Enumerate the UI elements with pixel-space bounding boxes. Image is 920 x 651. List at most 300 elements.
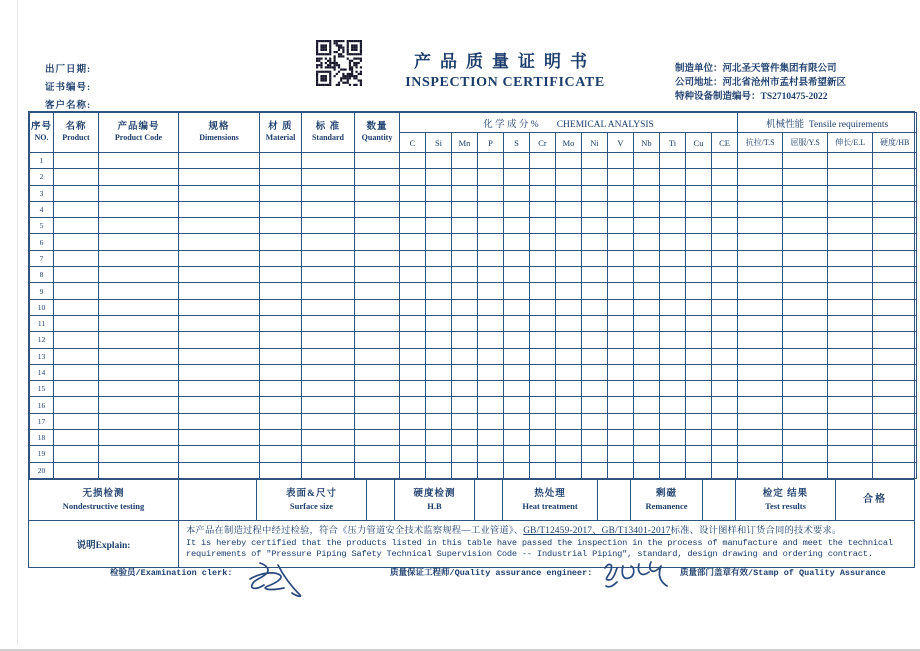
empty-cell bbox=[400, 462, 426, 478]
stamp-label: 质量部门盖章有效/Stamp of Quality Assurance bbox=[680, 568, 886, 578]
empty-cell bbox=[582, 332, 608, 348]
empty-cell bbox=[400, 201, 426, 217]
explain-line-en-2: requirements of "Pressure Piping Safety Technical Supervision Code -- Industrial Piping", standard, design drawing and ordering contract. bbox=[186, 549, 873, 560]
empty-cell bbox=[355, 462, 400, 478]
empty-cell bbox=[783, 169, 828, 185]
ndt-value bbox=[179, 480, 257, 520]
empty-cell bbox=[686, 185, 712, 201]
empty-cell bbox=[504, 283, 530, 299]
empty-cell bbox=[355, 153, 400, 169]
empty-cell bbox=[355, 299, 400, 315]
table-row bbox=[30, 169, 917, 185]
empty-cell bbox=[738, 364, 783, 380]
empty-cell bbox=[660, 332, 686, 348]
empty-cell bbox=[54, 446, 99, 462]
empty-cell bbox=[260, 250, 302, 266]
empty-cell bbox=[99, 348, 179, 364]
empty-cell bbox=[452, 185, 478, 201]
row-number-cell: 19 bbox=[30, 446, 54, 462]
empty-cell bbox=[355, 364, 400, 380]
empty-cell bbox=[504, 397, 530, 413]
empty-cell bbox=[179, 185, 260, 201]
empty-cell bbox=[783, 201, 828, 217]
empty-cell bbox=[783, 315, 828, 331]
empty-cell bbox=[582, 283, 608, 299]
empty-cell bbox=[452, 201, 478, 217]
empty-cell bbox=[478, 185, 504, 201]
empty-cell bbox=[54, 201, 99, 217]
empty-cell bbox=[738, 283, 783, 299]
empty-cell bbox=[873, 153, 917, 169]
empty-cell bbox=[783, 299, 828, 315]
empty-cell bbox=[478, 315, 504, 331]
empty-cell bbox=[355, 185, 400, 201]
empty-cell bbox=[608, 201, 634, 217]
empty-cell bbox=[556, 267, 582, 283]
empty-cell bbox=[660, 201, 686, 217]
empty-cell bbox=[179, 218, 260, 234]
empty-cell bbox=[660, 185, 686, 201]
empty-cell bbox=[873, 169, 917, 185]
empty-cell bbox=[452, 153, 478, 169]
empty-cell bbox=[738, 185, 783, 201]
empty-cell bbox=[582, 201, 608, 217]
empty-cell bbox=[426, 299, 452, 315]
empty-cell bbox=[504, 430, 530, 446]
empty-cell bbox=[828, 234, 873, 250]
empty-cell bbox=[452, 250, 478, 266]
empty-cell bbox=[400, 364, 426, 380]
empty-cell bbox=[712, 250, 738, 266]
empty-cell bbox=[828, 446, 873, 462]
empty-cell bbox=[873, 315, 917, 331]
empty-cell bbox=[608, 299, 634, 315]
empty-cell bbox=[504, 413, 530, 429]
empty-cell bbox=[660, 348, 686, 364]
row-number-cell: 6 bbox=[30, 234, 54, 250]
empty-cell bbox=[99, 462, 179, 478]
empty-cell bbox=[634, 364, 660, 380]
empty-cell bbox=[400, 446, 426, 462]
empty-cell bbox=[426, 462, 452, 478]
empty-cell bbox=[355, 218, 400, 234]
table-row bbox=[30, 397, 917, 413]
empty-cell bbox=[582, 430, 608, 446]
empty-cell bbox=[478, 169, 504, 185]
empty-cell bbox=[400, 332, 426, 348]
empty-cell bbox=[686, 315, 712, 331]
empty-cell bbox=[828, 315, 873, 331]
empty-cell bbox=[738, 315, 783, 331]
empty-cell bbox=[302, 283, 355, 299]
empty-cell bbox=[260, 153, 302, 169]
empty-cell bbox=[712, 234, 738, 250]
empty-cell bbox=[738, 332, 783, 348]
empty-cell bbox=[260, 462, 302, 478]
empty-cell bbox=[478, 218, 504, 234]
address-line: 公司地址：河北省沧州市孟村县希望新区 bbox=[675, 78, 847, 88]
qa-engineer-label: 质量保证工程师/Quality assurance engineer: bbox=[390, 568, 593, 578]
empty-cell bbox=[260, 185, 302, 201]
empty-cell bbox=[873, 430, 917, 446]
empty-cell bbox=[686, 430, 712, 446]
empty-cell bbox=[478, 462, 504, 478]
empty-cell bbox=[99, 332, 179, 348]
empty-cell bbox=[634, 153, 660, 169]
empty-cell bbox=[738, 381, 783, 397]
empty-cell bbox=[54, 315, 99, 331]
empty-cell bbox=[302, 267, 355, 283]
table-row bbox=[30, 299, 917, 315]
empty-cell bbox=[783, 153, 828, 169]
empty-cell bbox=[426, 267, 452, 283]
empty-cell bbox=[712, 218, 738, 234]
empty-cell bbox=[686, 381, 712, 397]
empty-cell bbox=[426, 234, 452, 250]
empty-cell bbox=[504, 201, 530, 217]
empty-cell bbox=[873, 397, 917, 413]
empty-cell bbox=[99, 283, 179, 299]
empty-cell bbox=[873, 348, 917, 364]
row-number-cell: 14 bbox=[30, 364, 54, 380]
empty-cell bbox=[355, 332, 400, 348]
empty-cell bbox=[179, 364, 260, 380]
empty-cell bbox=[99, 381, 179, 397]
empty-cell bbox=[608, 381, 634, 397]
remanence-value bbox=[703, 480, 736, 520]
table-row bbox=[30, 315, 917, 331]
empty-cell bbox=[260, 234, 302, 250]
empty-cell bbox=[400, 153, 426, 169]
empty-cell bbox=[828, 413, 873, 429]
empty-cell bbox=[608, 348, 634, 364]
empty-cell bbox=[582, 218, 608, 234]
element-header-nb: Nb bbox=[634, 133, 660, 153]
empty-cell bbox=[873, 218, 917, 234]
empty-cell bbox=[712, 283, 738, 299]
mech-header-el: 伸长/E.L bbox=[828, 133, 873, 153]
empty-cell bbox=[400, 185, 426, 201]
row-number-cell: 5 bbox=[30, 218, 54, 234]
element-header-mo: Mo bbox=[556, 133, 582, 153]
empty-cell bbox=[504, 250, 530, 266]
surface-size-label: 表面&尺寸 Surface size bbox=[257, 480, 367, 520]
empty-cell bbox=[634, 397, 660, 413]
empty-cell bbox=[634, 299, 660, 315]
empty-cell bbox=[686, 299, 712, 315]
empty-cell bbox=[738, 153, 783, 169]
empty-cell bbox=[608, 413, 634, 429]
empty-cell bbox=[355, 267, 400, 283]
empty-cell bbox=[302, 332, 355, 348]
empty-cell bbox=[504, 153, 530, 169]
empty-cell bbox=[452, 462, 478, 478]
element-header-c: C bbox=[400, 133, 426, 153]
test-results-label: 检定 结果 Test results bbox=[736, 480, 836, 520]
empty-cell bbox=[530, 299, 556, 315]
empty-cell bbox=[426, 250, 452, 266]
empty-cell bbox=[478, 267, 504, 283]
empty-cell bbox=[452, 267, 478, 283]
row-number-cell: 7 bbox=[30, 250, 54, 266]
empty-cell bbox=[712, 169, 738, 185]
empty-cell bbox=[582, 364, 608, 380]
empty-cell bbox=[54, 283, 99, 299]
empty-cell bbox=[478, 250, 504, 266]
empty-cell bbox=[712, 397, 738, 413]
empty-cell bbox=[660, 446, 686, 462]
empty-cell bbox=[712, 446, 738, 462]
empty-cell bbox=[783, 234, 828, 250]
empty-cell bbox=[738, 201, 783, 217]
empty-cell bbox=[660, 381, 686, 397]
empty-cell bbox=[556, 283, 582, 299]
empty-cell bbox=[452, 169, 478, 185]
row-number-cell: 2 bbox=[30, 169, 54, 185]
empty-cell bbox=[873, 446, 917, 462]
empty-cell bbox=[783, 462, 828, 478]
empty-cell bbox=[783, 185, 828, 201]
empty-cell bbox=[504, 332, 530, 348]
empty-cell bbox=[556, 185, 582, 201]
empty-cell bbox=[54, 397, 99, 413]
empty-cell bbox=[355, 430, 400, 446]
empty-cell bbox=[179, 315, 260, 331]
empty-cell bbox=[873, 250, 917, 266]
certificate-title-cn: 产品质量证明书 bbox=[414, 52, 596, 71]
empty-cell bbox=[556, 413, 582, 429]
empty-cell bbox=[660, 153, 686, 169]
empty-cell bbox=[873, 201, 917, 217]
empty-cell bbox=[738, 397, 783, 413]
empty-cell bbox=[54, 462, 99, 478]
empty-cell bbox=[355, 283, 400, 299]
empty-cell bbox=[783, 218, 828, 234]
empty-cell bbox=[260, 315, 302, 331]
empty-cell bbox=[302, 381, 355, 397]
empty-cell bbox=[260, 169, 302, 185]
empty-cell bbox=[355, 397, 400, 413]
empty-cell bbox=[179, 413, 260, 429]
empty-cell bbox=[478, 234, 504, 250]
empty-cell bbox=[828, 381, 873, 397]
empty-cell bbox=[608, 267, 634, 283]
empty-cell bbox=[660, 267, 686, 283]
element-header-mn: Mn bbox=[452, 133, 478, 153]
ndt-label: 无损检测 Nondestructive testing bbox=[29, 480, 179, 520]
empty-cell bbox=[426, 153, 452, 169]
empty-cell bbox=[478, 413, 504, 429]
empty-cell bbox=[828, 462, 873, 478]
col-header-quantity: 数量 Quantity bbox=[355, 113, 400, 153]
examiner-label: 检验员/Examination clerk: bbox=[110, 568, 233, 578]
empty-cell bbox=[99, 315, 179, 331]
empty-cell bbox=[179, 250, 260, 266]
empty-cell bbox=[426, 413, 452, 429]
empty-cell bbox=[828, 430, 873, 446]
empty-cell bbox=[608, 234, 634, 250]
empty-cell bbox=[873, 364, 917, 380]
empty-cell bbox=[582, 234, 608, 250]
empty-cell bbox=[426, 169, 452, 185]
empty-cell bbox=[738, 234, 783, 250]
empty-cell bbox=[608, 185, 634, 201]
empty-cell bbox=[260, 332, 302, 348]
empty-cell bbox=[608, 283, 634, 299]
empty-cell bbox=[99, 250, 179, 266]
empty-cell bbox=[582, 348, 608, 364]
empty-cell bbox=[582, 397, 608, 413]
empty-cell bbox=[783, 267, 828, 283]
row-number-cell: 4 bbox=[30, 201, 54, 217]
empty-cell bbox=[302, 462, 355, 478]
empty-cell bbox=[783, 348, 828, 364]
empty-cell bbox=[452, 413, 478, 429]
empty-cell bbox=[302, 185, 355, 201]
empty-cell bbox=[355, 381, 400, 397]
empty-cell bbox=[54, 234, 99, 250]
empty-cell bbox=[452, 348, 478, 364]
col-header-product-code: 产品编号 Product Code bbox=[99, 113, 179, 153]
empty-cell bbox=[478, 446, 504, 462]
empty-cell bbox=[530, 250, 556, 266]
empty-cell bbox=[54, 267, 99, 283]
empty-cell bbox=[99, 430, 179, 446]
explain-line-cn: 本产品在制造过程中经过检验，符合《压力管道安全技术监察规程—工业管道》、GB/T12459-2017、GB/T13401-2017标准、设计图样和订货合同的技术要求。 bbox=[186, 525, 842, 536]
empty-cell bbox=[400, 315, 426, 331]
empty-cell bbox=[478, 283, 504, 299]
empty-cell bbox=[828, 169, 873, 185]
examiner-signature bbox=[240, 555, 308, 606]
empty-cell bbox=[828, 218, 873, 234]
empty-cell bbox=[179, 201, 260, 217]
empty-cell bbox=[556, 169, 582, 185]
empty-cell bbox=[302, 430, 355, 446]
main-table bbox=[29, 112, 917, 479]
empty-cell bbox=[530, 185, 556, 201]
empty-cell bbox=[712, 364, 738, 380]
empty-cell bbox=[712, 348, 738, 364]
empty-cell bbox=[686, 332, 712, 348]
empty-cell bbox=[355, 413, 400, 429]
empty-cell bbox=[608, 462, 634, 478]
empty-cell bbox=[686, 446, 712, 462]
empty-cell bbox=[608, 218, 634, 234]
empty-cell bbox=[686, 364, 712, 380]
row-number-cell: 9 bbox=[30, 283, 54, 299]
empty-cell bbox=[660, 430, 686, 446]
empty-cell bbox=[54, 430, 99, 446]
empty-cell bbox=[54, 381, 99, 397]
table-row bbox=[30, 218, 917, 234]
empty-cell bbox=[634, 218, 660, 234]
empty-cell bbox=[582, 169, 608, 185]
empty-cell bbox=[712, 267, 738, 283]
empty-cell bbox=[686, 218, 712, 234]
empty-cell bbox=[478, 201, 504, 217]
empty-cell bbox=[530, 397, 556, 413]
empty-cell bbox=[302, 201, 355, 217]
table-row bbox=[30, 283, 917, 299]
explain-line-en-1: It is hereby certified that the products listed in this table have passed the inspection in the process of manufacture and meet the technical bbox=[186, 537, 893, 548]
empty-cell bbox=[712, 413, 738, 429]
empty-cell bbox=[355, 201, 400, 217]
empty-cell bbox=[530, 315, 556, 331]
empty-cell bbox=[478, 348, 504, 364]
empty-cell bbox=[179, 381, 260, 397]
empty-cell bbox=[530, 446, 556, 462]
empty-cell bbox=[504, 381, 530, 397]
element-header-ce: CE bbox=[712, 133, 738, 153]
empty-cell bbox=[504, 364, 530, 380]
empty-cell bbox=[873, 462, 917, 478]
empty-cell bbox=[828, 185, 873, 201]
empty-cell bbox=[828, 397, 873, 413]
heat-treatment-label: 热处理 Heat treatment bbox=[503, 480, 598, 520]
empty-cell bbox=[873, 413, 917, 429]
empty-cell bbox=[828, 332, 873, 348]
empty-cell bbox=[452, 332, 478, 348]
table-row bbox=[30, 153, 917, 169]
empty-cell bbox=[556, 218, 582, 234]
table-row bbox=[30, 462, 917, 478]
empty-cell bbox=[99, 185, 179, 201]
empty-cell bbox=[355, 315, 400, 331]
empty-cell bbox=[426, 348, 452, 364]
empty-cell bbox=[302, 364, 355, 380]
empty-cell bbox=[634, 381, 660, 397]
empty-cell bbox=[530, 283, 556, 299]
empty-cell bbox=[478, 364, 504, 380]
empty-cell bbox=[608, 315, 634, 331]
empty-cell bbox=[738, 446, 783, 462]
empty-cell bbox=[260, 381, 302, 397]
empty-cell bbox=[400, 218, 426, 234]
empty-cell bbox=[530, 462, 556, 478]
empty-cell bbox=[530, 218, 556, 234]
empty-cell bbox=[260, 446, 302, 462]
empty-cell bbox=[99, 364, 179, 380]
empty-cell bbox=[634, 430, 660, 446]
empty-cell bbox=[478, 332, 504, 348]
empty-cell bbox=[452, 364, 478, 380]
col-header-standard: 标 准 Standard bbox=[302, 113, 355, 153]
data-rows bbox=[30, 153, 917, 479]
empty-cell bbox=[179, 299, 260, 315]
empty-cell bbox=[504, 315, 530, 331]
empty-cell bbox=[582, 413, 608, 429]
element-header-p: P bbox=[478, 133, 504, 153]
empty-cell bbox=[530, 201, 556, 217]
empty-cell bbox=[634, 446, 660, 462]
empty-cell bbox=[302, 446, 355, 462]
empty-cell bbox=[660, 315, 686, 331]
empty-cell bbox=[556, 381, 582, 397]
empty-cell bbox=[179, 462, 260, 478]
empty-cell bbox=[54, 169, 99, 185]
empty-cell bbox=[400, 430, 426, 446]
manufacturer-info bbox=[675, 62, 846, 104]
empty-cell bbox=[452, 315, 478, 331]
empty-cell bbox=[686, 234, 712, 250]
empty-cell bbox=[556, 462, 582, 478]
empty-cell bbox=[686, 283, 712, 299]
empty-cell bbox=[260, 201, 302, 217]
empty-cell bbox=[686, 413, 712, 429]
empty-cell bbox=[400, 267, 426, 283]
empty-cell bbox=[426, 430, 452, 446]
empty-cell bbox=[873, 299, 917, 315]
